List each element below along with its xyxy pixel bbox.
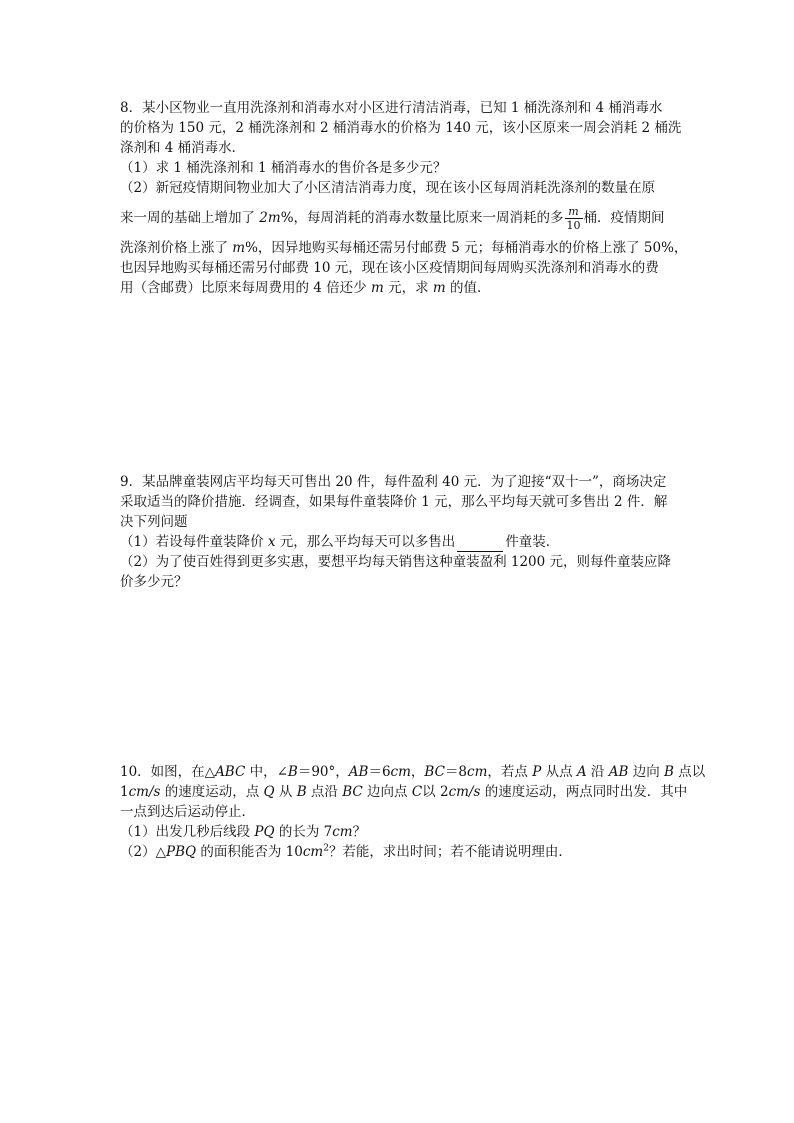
math-variable: 2m bbox=[259, 210, 281, 226]
q9-line-1: 9．某品牌童装网店平均每天可售出 20 件，每件盈利 40 元．为了迎接“双十一”，商场决定 bbox=[120, 474, 667, 490]
text-segment: 点以 bbox=[673, 764, 706, 780]
answer-blank[interactable] bbox=[457, 537, 503, 552]
fraction-denominator: 10 bbox=[566, 219, 581, 232]
q10-line-1 bbox=[120, 762, 706, 782]
text-segment: ？若能，求出时间；若不能请说明理由． bbox=[328, 844, 572, 860]
text-segment: 10．如图，在△ bbox=[120, 764, 216, 780]
text-segment: ＝90°， bbox=[297, 764, 349, 780]
q10-part-1 bbox=[120, 822, 680, 842]
math-variable: m bbox=[370, 280, 384, 296]
fraction-m-over-10 bbox=[565, 205, 583, 232]
text-segment: 来一周的基础上增加了 bbox=[120, 210, 260, 226]
math-variable: B bbox=[287, 764, 298, 780]
text-segment: ，若点 bbox=[487, 764, 533, 780]
math-variable: ABC bbox=[215, 764, 246, 780]
q8-part-2-line-2 bbox=[120, 198, 680, 238]
math-variable: Q bbox=[263, 784, 275, 800]
q10-line-3: 一点到达后运动停止． bbox=[120, 804, 255, 820]
text-segment: 点沿 bbox=[306, 784, 343, 800]
text-segment: 中，∠ bbox=[245, 764, 288, 780]
math-variable: PBQ bbox=[165, 844, 197, 860]
math-variable: AB bbox=[608, 764, 629, 780]
q9-part-1 bbox=[120, 532, 680, 552]
text-segment: 从点 bbox=[541, 764, 577, 780]
q8-part-2-line-5 bbox=[120, 278, 680, 298]
question-8 bbox=[120, 98, 688, 298]
math-variable: BC bbox=[424, 764, 445, 780]
math-unit: cm bbox=[467, 764, 488, 780]
math-variable: AB bbox=[348, 764, 369, 780]
math-unit: cm bbox=[332, 824, 353, 840]
q8-line-3: 涤剂和 4 桶消毒水． bbox=[120, 140, 246, 156]
math-unit: cm bbox=[302, 844, 324, 860]
q8-part-2-line-4: 也因异地购买每桶还需另付邮费 10 元，现在该小区疫情期间每周购买洗涤剂和消毒水的费 bbox=[120, 260, 659, 276]
q8-line-1: 8．某小区物业一直用洗涤剂和消毒水对小区进行清洁消毒，已知 1 桶洗涤剂和 4 桶消毒水 bbox=[120, 100, 663, 116]
math-variable: A bbox=[576, 764, 587, 780]
text-segment: 沿 bbox=[586, 764, 609, 780]
text-segment: （1）若设每件童装降价 bbox=[120, 534, 268, 550]
text-segment: ， bbox=[410, 764, 425, 780]
text-segment: 从 bbox=[274, 784, 297, 800]
text-segment: 的面积能否为 10 bbox=[196, 844, 303, 860]
text-segment: 的值． bbox=[445, 280, 491, 296]
q8-part-2-line-3 bbox=[120, 238, 688, 258]
text-segment: 元，那么平均每天可以多售出 bbox=[275, 534, 456, 550]
math-variable: P bbox=[532, 764, 542, 780]
text-segment: ？ bbox=[352, 824, 367, 840]
q8-line-2: 的价格为 150 元，2 桶洗涤剂和 2 桶消毒水的价格为 140 元，该小区原来一周会消耗 2 桶洗 bbox=[120, 120, 682, 136]
text-segment: 用（含邮费）比原来每周费用的 4 倍还少 bbox=[120, 280, 371, 296]
superscript-2: 2 bbox=[323, 843, 329, 854]
q9-part-2-line-2: 价多少元？ bbox=[120, 574, 188, 590]
text-segment: 洗涤剂价格上涨了 bbox=[120, 240, 233, 256]
q8-part-1: （1）求 1 桶洗涤剂和 1 桶消毒水的售价各是多少元？ bbox=[120, 160, 447, 176]
text-segment: 边向点 bbox=[362, 784, 412, 800]
q10-line-2 bbox=[120, 782, 688, 802]
math-variable: BC bbox=[342, 784, 363, 800]
math-unit: cm/s bbox=[128, 784, 161, 800]
math-variable: B bbox=[664, 764, 674, 780]
q8-part-2-line-1: （2）新冠疫情期间物业加大了小区清洁消毒力度，现在该小区每周消耗洗涤剂的数量在原 bbox=[120, 180, 656, 196]
math-unit: cm bbox=[390, 764, 411, 780]
math-variable: m bbox=[432, 280, 446, 296]
text-segment: （2）△ bbox=[120, 844, 166, 860]
text-segment: 边向 bbox=[628, 764, 664, 780]
text-segment: 的长为 7 bbox=[274, 824, 333, 840]
text-segment: 件童装． bbox=[505, 534, 560, 550]
math-variable: x bbox=[267, 534, 276, 550]
text-segment: 元，求 bbox=[383, 280, 433, 296]
math-variable: C bbox=[411, 784, 423, 800]
text-segment: （1）出发几秒后线段 bbox=[120, 824, 255, 840]
text-segment: 1 bbox=[120, 784, 129, 800]
math-variable: PQ bbox=[254, 824, 275, 840]
text-segment: 桶．疫情期间 bbox=[583, 210, 665, 226]
text-segment: 以 2 bbox=[422, 784, 449, 800]
text-segment: ＝8 bbox=[444, 764, 468, 780]
math-variable: B bbox=[296, 784, 307, 800]
q10-part-2 bbox=[120, 842, 680, 862]
text-segment: %，每周消耗的消毒水数量比原来一周消耗的多 bbox=[280, 210, 564, 226]
question-10 bbox=[120, 762, 706, 862]
text-segment: ＝6 bbox=[368, 764, 391, 780]
q9-part-2-line-1: （2）为了使百姓得到更多实惠，要想平均每天销售这种童装盈利 1200 元，则每件童装应降 bbox=[120, 554, 672, 570]
text-segment: 的速度运动，点 bbox=[160, 784, 264, 800]
text-segment: 的速度运动，两点同时出发．其中 bbox=[480, 784, 688, 800]
math-variable: m bbox=[232, 240, 246, 256]
fraction-numerator: m bbox=[565, 205, 583, 219]
text-segment: %，因异地购买每桶还需另付邮费 5 元；每桶消毒水的价格上涨了 50%， bbox=[245, 240, 688, 256]
math-unit: cm/s bbox=[448, 784, 481, 800]
q9-line-3: 决下列问题 bbox=[120, 514, 188, 530]
q9-line-2: 采取适当的降价措施．经调查，如果每件童装降价 1 元，那么平均每天就可多售出 2 件．解 bbox=[120, 494, 668, 510]
question-9 bbox=[120, 472, 680, 592]
